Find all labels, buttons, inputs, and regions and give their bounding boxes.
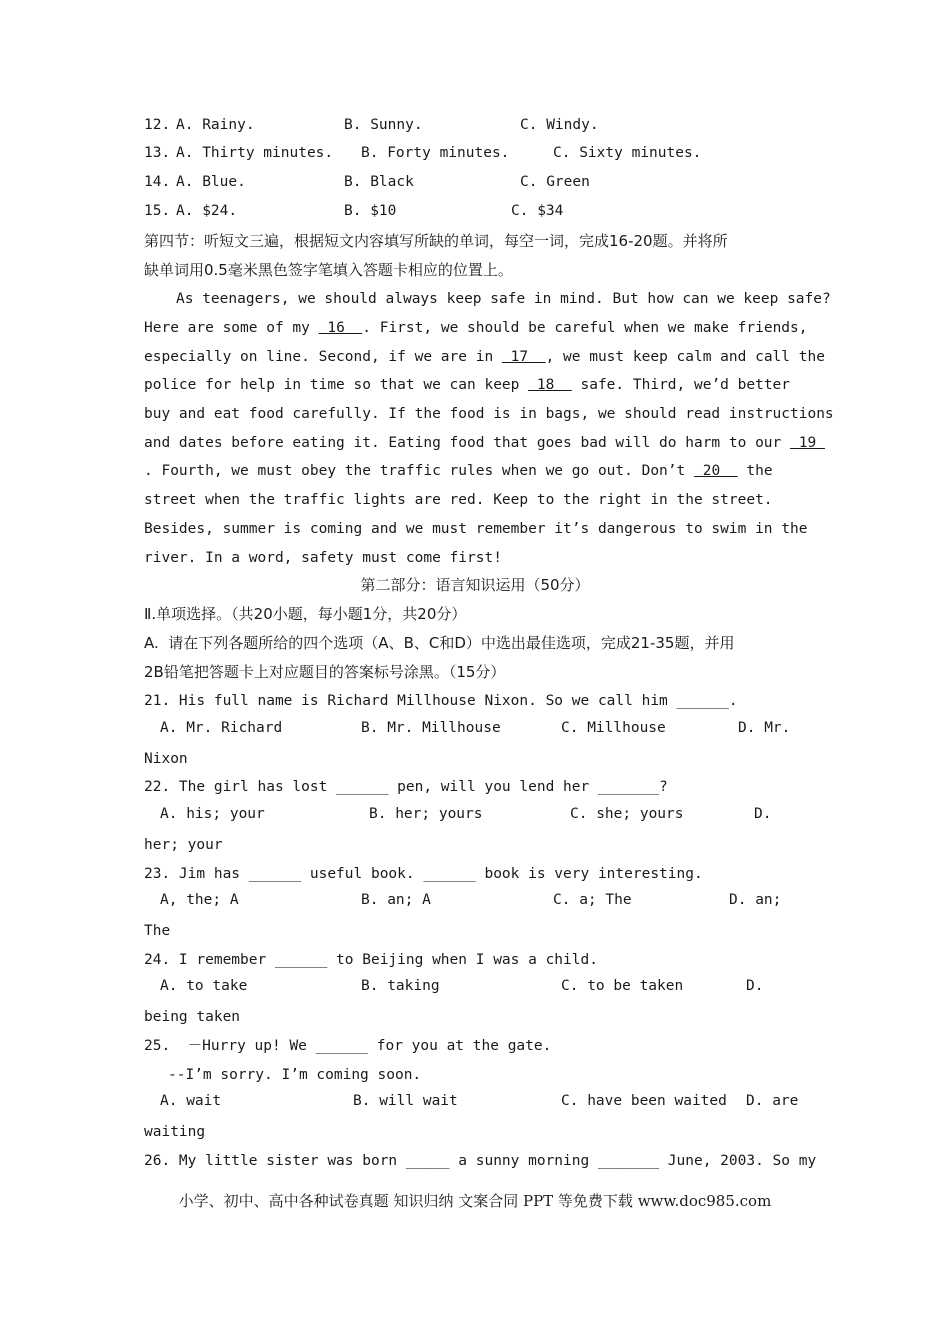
q23-option-a: A, the; A — [160, 892, 239, 908]
q13-number: 13. — [144, 145, 171, 161]
q13-option-a: A. Thirty minutes. — [176, 145, 334, 161]
q21-option-d: D. Mr. — [738, 720, 791, 736]
q25-option-d: D. are — [746, 1093, 799, 1109]
passage-line-2 — [144, 318, 807, 338]
q13-option-b: B. Forty minutes. — [361, 145, 510, 161]
q15-option-c: C. $34 — [511, 203, 564, 219]
q22-option-d: D. — [754, 806, 772, 822]
q14-number: 14. — [144, 174, 171, 190]
q22-option-b: B. her; yours — [369, 806, 483, 822]
q24-option-b: B. taking — [361, 978, 440, 994]
passage-text: police for help in time so that we can keep — [144, 377, 529, 393]
q24-option-c: C. to be taken — [561, 978, 684, 994]
section-ii-heading: Ⅱ.单项选择。（共20小题，每小题1分，共20分） — [144, 605, 467, 623]
q12-option-c: C. Windy. — [520, 117, 599, 133]
q23-stem: 23. Jim has ______ useful book. ______ book is very interesting. — [144, 866, 703, 882]
q24-option-d-wrap: being taken — [144, 1009, 241, 1025]
q23-option-d: D. an; — [729, 892, 782, 908]
passage-text: especially on line. Second, if we are in — [144, 349, 502, 365]
q24-stem: 24. I remember ______ to Beijing when I was a child. — [144, 952, 598, 968]
passage-text: the — [737, 463, 773, 479]
passage-line-4 — [144, 375, 790, 395]
q21-stem: 21. His full name is Richard Millhouse Nixon. So we call him ______. — [144, 693, 738, 709]
passage-text: , we must keep calm and call the — [545, 349, 825, 365]
passage-text: safe. Third, we’d better — [571, 377, 791, 393]
part2-title: 第二部分：语言知识运用（50分） — [360, 576, 590, 594]
passage-line-5: buy and eat food carefully. If the food is in bags, we should read instructions — [144, 406, 834, 422]
passage-line-1: As teenagers, we should always keep safe in mind. But how can we keep safe? — [176, 291, 831, 307]
blank-17: 17 — [501, 349, 546, 365]
passage-line-7 — [144, 461, 773, 481]
q15-option-b: B. $10 — [344, 203, 397, 219]
q21-option-b: B. Mr. Millhouse — [361, 720, 501, 736]
q21-option-c: C. Millhouse — [561, 720, 666, 736]
blank-18: 18 — [528, 377, 572, 393]
q14-option-c: C. Green — [520, 174, 590, 190]
q22-option-a: A. his; your — [160, 806, 265, 822]
q23-option-b: B. an; A — [361, 892, 431, 908]
q24-option-d: D. — [746, 978, 764, 994]
q15-number: 15. — [144, 203, 171, 219]
blank-20: 20 — [693, 463, 738, 479]
passage-text: and dates before eating it. Eating food that goes bad will do harm to our — [144, 435, 791, 451]
passage-line-3 — [144, 347, 825, 367]
passage-text: . First, we should be careful when we make friends, — [362, 320, 808, 336]
section-a-instruction-1: A. 请在下列各题所给的四个选项（A、B、C和D）中选出最佳选项，完成21-35题，并用 — [144, 634, 735, 652]
passage-line-9: Besides, summer is coming and we must remember it’s dangerous to swim in the — [144, 521, 808, 537]
passage-line-8: street when the traffic lights are red. Keep to the right in the street. — [144, 492, 773, 508]
q26-stem: 26. My little sister was born _____ a sunny morning _______ June, 2003. So my — [144, 1153, 817, 1169]
q21-option-a: A. Mr. Richard — [160, 720, 283, 736]
q23-option-c: C. a; The — [553, 892, 632, 908]
q25-option-c: C. have been waited — [561, 1093, 727, 1109]
q12-number: 12. — [144, 117, 171, 133]
section4-instruction-1: 第四节：听短文三遍，根据短文内容填写所缺的单词，每空一词，完成16-20题。并将所 — [144, 232, 728, 250]
passage-text: . Fourth, we must obey the traffic rules when we go out. Don’t — [144, 463, 694, 479]
q13-option-c: C. Sixty minutes. — [553, 145, 702, 161]
q25-option-a: A. wait — [160, 1093, 222, 1109]
q15-option-a: A. $24. — [176, 203, 238, 219]
q22-option-c: C. she; yours — [570, 806, 684, 822]
passage-text: Here are some of my — [144, 320, 319, 336]
q12-option-a: A. Rainy. — [176, 117, 255, 133]
q12-option-b: B. Sunny. — [344, 117, 423, 133]
blank-19: 19 — [790, 435, 825, 451]
section4-instruction-2: 缺单词用0.5毫米黑色签字笔填入答题卡相应的位置上。 — [144, 261, 513, 279]
q14-option-b: B. Black — [344, 174, 414, 190]
passage-line-6 — [144, 433, 825, 453]
q23-option-d-wrap: The — [144, 923, 171, 939]
page-footer: 小学、初中、高中各种试卷真题 知识归纳 文案合同 PPT 等免费下载 www.doc985.com — [178, 1192, 772, 1210]
section-a-instruction-2: 2B铅笔把答题卡上对应题目的答案标号涂黑。（15分） — [144, 663, 506, 681]
blank-16: 16 — [318, 320, 363, 336]
q21-option-d-wrap: Nixon — [144, 751, 188, 767]
q22-stem: 22. The girl has lost ______ pen, will you lend her _______? — [144, 779, 668, 795]
q25-reply: --I’m sorry. I’m coming soon. — [168, 1067, 422, 1083]
passage-line-10: river. In a word, safety must come first! — [144, 550, 502, 566]
q25-option-d-wrap: waiting — [144, 1124, 206, 1140]
q22-option-d-wrap: her; your — [144, 837, 223, 853]
q24-option-a: A. to take — [160, 978, 248, 994]
q25-option-b: B. will wait — [353, 1093, 458, 1109]
q14-option-a: A. Blue. — [176, 174, 246, 190]
q25-stem: 25. －Hurry up! We ______ for you at the gate. — [144, 1038, 552, 1054]
